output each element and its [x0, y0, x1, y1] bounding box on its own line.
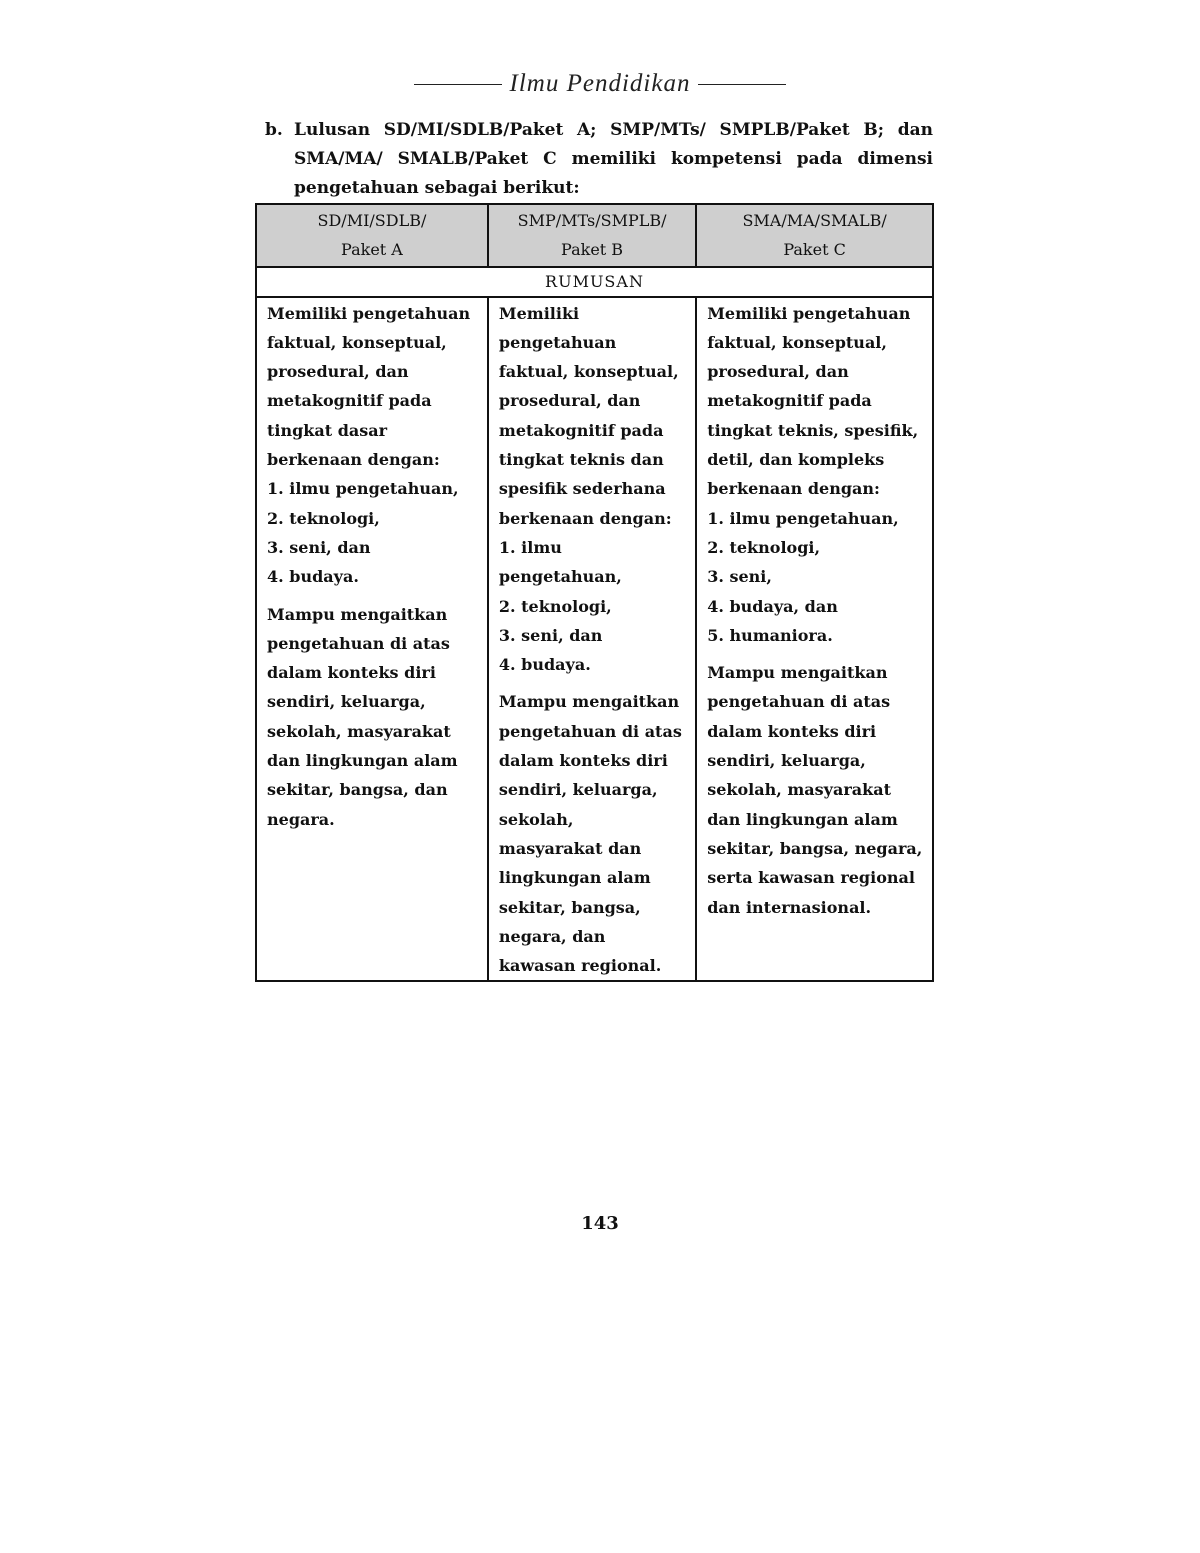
intro-text: Lulusan SD/MI/SDLB/Paket A; SMP/MTs/ SMPLB/Paket B; dan SMA/MA/ SMALB/Paket C memiliki kompetensi pada dimensi pengetahuan sebagai berikut: — [294, 120, 933, 198]
cell-text-line: Memiliki pengetahuan — [707, 303, 911, 323]
cell-part-1 — [707, 299, 924, 651]
cell-text-line: dalam konteks diri — [267, 663, 436, 683]
section-label-rumusan: RUMUSAN — [256, 267, 933, 297]
running-header — [0, 70, 1200, 98]
header-rule-right — [698, 84, 786, 85]
cell-text-line: 1. ilmu — [498, 537, 562, 557]
cell-text-line: metakognitif pada — [498, 420, 664, 440]
cell-paket-a — [256, 297, 488, 982]
cell-text-line: serta kawasan regional — [707, 868, 915, 888]
cell-text-line: dalam konteks diri — [707, 721, 877, 741]
cell-text-line: Mampu mengaitkan — [707, 663, 888, 683]
column-header-line2: Paket B — [561, 240, 624, 260]
cell-text-line: sekolah, masyarakat — [707, 780, 891, 800]
cell-text-line: sekitar, bangsa, negara, — [707, 838, 923, 858]
cell-text-line: 4. budaya, dan — [707, 596, 838, 616]
cell-text-line: 3. seni, dan — [267, 537, 371, 557]
cell-part-1 — [267, 299, 479, 592]
cell-text-line: metakognitif pada — [707, 391, 872, 411]
cell-text-line: sekolah, — [498, 809, 574, 829]
cell-text-line: pengetahuan di atas — [707, 692, 891, 712]
cell-text-line: pengetahuan, — [498, 567, 622, 587]
cell-text-line: 3. seni, — [707, 567, 772, 587]
cell-text-line: masyarakat dan — [498, 838, 642, 858]
cell-text-line: prosedural, dan — [707, 362, 849, 382]
cell-text-line: Mampu mengaitkan — [498, 692, 680, 712]
cell-text-line: faktual, konseptual, — [267, 332, 447, 352]
cell-text-line: 1. ilmu pengetahuan, — [267, 479, 459, 499]
cell-text-line: faktual, konseptual, — [498, 362, 679, 382]
cell-text-line: 2. teknologi, — [707, 537, 821, 557]
cell-text-line: sekitar, bangsa, — [498, 897, 641, 917]
column-header-line1: SD/MI/SDLB/ — [317, 211, 427, 230]
cell-text-line: sendiri, keluarga, — [267, 692, 426, 712]
column-header-line2: Paket A — [341, 240, 403, 260]
cell-text-line: lingkungan alam — [498, 868, 651, 888]
cell-paket-c — [696, 297, 933, 982]
cell-text-line: pengetahuan di atas — [498, 721, 682, 741]
competency-table — [255, 203, 934, 982]
cell-text-line: Memiliki — [498, 303, 580, 323]
cell-text-line: berkenaan dengan: — [267, 450, 440, 470]
cell-text-line: kawasan regional. — [498, 956, 662, 976]
cell-part-2 — [499, 687, 687, 980]
cell-text-line: negara, dan — [498, 926, 606, 946]
column-header-line1: SMP/MTs/SMPLB/ — [517, 211, 667, 230]
cell-text-line: metakognitif pada — [267, 391, 432, 411]
cell-text-line: spesifik sederhana — [498, 479, 666, 499]
cell-text-line: berkenaan dengan: — [707, 479, 880, 499]
cell-text-line: dan internasional. — [707, 897, 872, 917]
cell-text-line: 3. seni, dan — [498, 625, 603, 645]
header-title: Ilmu Pendidikan — [509, 70, 691, 97]
cell-part-2 — [267, 600, 479, 834]
cell-text-line: dalam konteks diri — [498, 751, 668, 771]
page-number: 143 — [581, 1213, 619, 1234]
cell-text-line: Mampu mengaitkan — [267, 604, 448, 624]
cell-text-line: sekolah, masyarakat — [267, 721, 451, 741]
cell-text-line: sendiri, keluarga, — [707, 751, 866, 771]
cell-text-line: sendiri, keluarga, — [498, 780, 658, 800]
content-row — [256, 297, 933, 982]
cell-text-line: tingkat dasar — [267, 420, 388, 440]
cell-part-2 — [707, 658, 924, 922]
cell-text-line: tingkat teknis dan — [498, 450, 664, 470]
table-header-row — [256, 204, 933, 267]
section-row — [256, 267, 933, 297]
cell-part-1 — [499, 299, 687, 680]
column-header-paket-a — [256, 204, 488, 267]
cell-text-line: 4. budaya. — [498, 655, 591, 675]
header-rule-left — [414, 84, 502, 85]
intro-paragraph — [265, 116, 933, 203]
cell-text-line: 4. budaya. — [267, 567, 359, 587]
cell-text-line: tingkat teknis, spesifik, — [707, 420, 919, 440]
cell-text-line: 2. teknologi, — [498, 596, 612, 616]
cell-text-line: faktual, konseptual, — [707, 332, 887, 352]
cell-text-line: dan lingkungan alam — [707, 809, 898, 829]
cell-text-line: 5. humaniora. — [707, 625, 833, 645]
list-marker: b. — [265, 120, 283, 140]
column-header-line1: SMA/MA/SMALB/ — [742, 211, 887, 230]
cell-text-line: pengetahuan di atas — [267, 633, 450, 653]
cell-text-line: prosedural, dan — [267, 362, 409, 382]
column-header-line2: Paket C — [783, 240, 846, 260]
cell-text-line: pengetahuan — [498, 332, 617, 352]
column-header-paket-c — [696, 204, 933, 267]
cell-text-line: prosedural, dan — [498, 391, 641, 411]
cell-text-line: 1. ilmu pengetahuan, — [707, 508, 899, 528]
cell-text-line: detil, dan kompleks — [707, 450, 885, 470]
column-header-paket-b — [488, 204, 696, 267]
cell-text-line: dan lingkungan alam — [267, 751, 458, 771]
cell-text-line: berkenaan dengan: — [498, 508, 672, 528]
cell-text-line: sekitar, bangsa, dan — [267, 780, 448, 800]
cell-text-line: Memiliki pengetahuan — [267, 303, 471, 323]
cell-text-line: negara. — [267, 809, 335, 829]
cell-text-line: 2. teknologi, — [267, 508, 380, 528]
cell-paket-b — [488, 297, 696, 982]
